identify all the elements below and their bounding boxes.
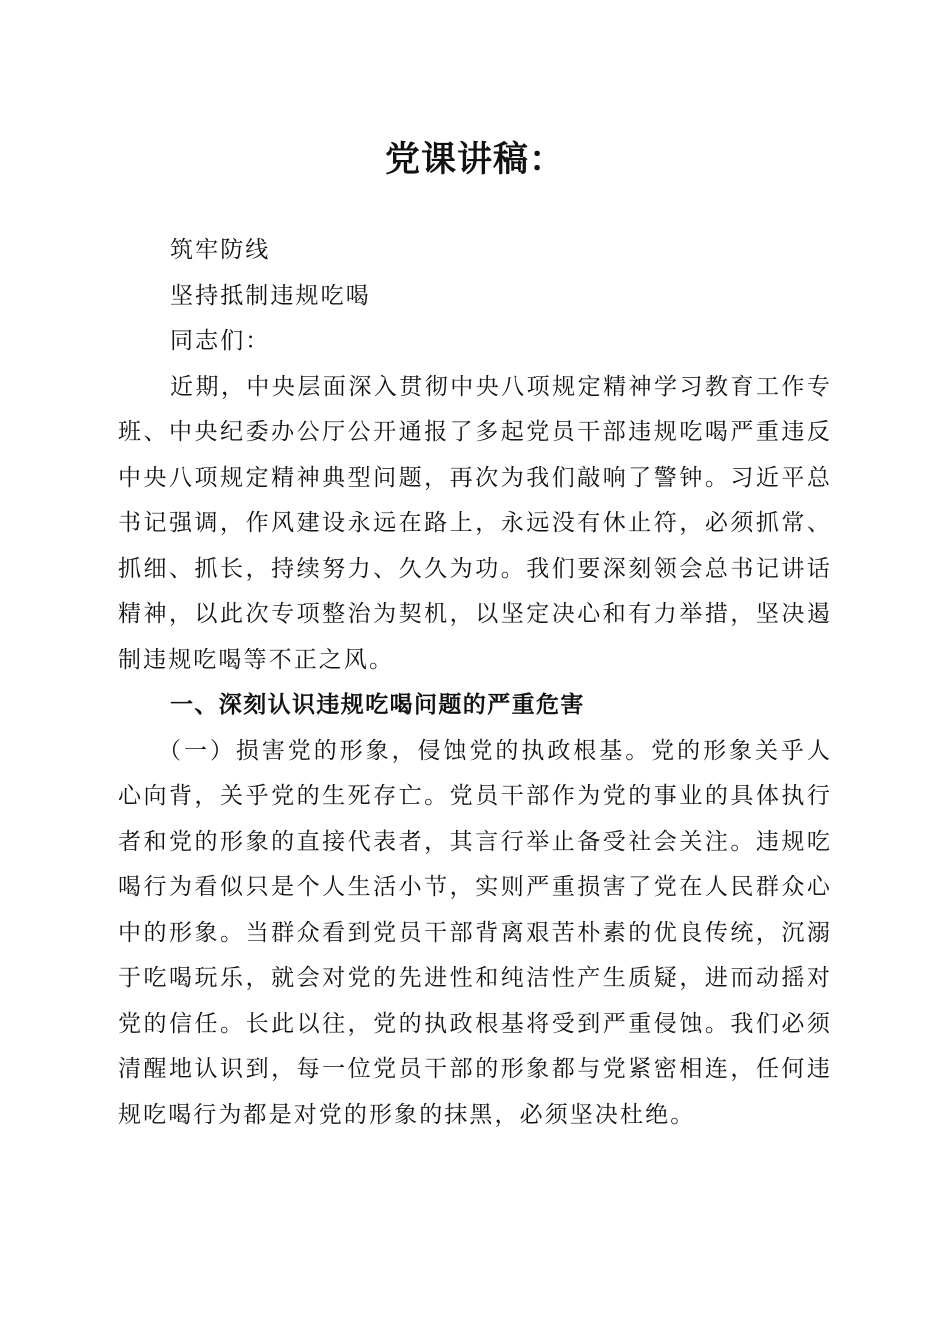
subtitle-line-2: 坚持抵制违规吃喝 — [170, 282, 371, 309]
section-1-heading: 一、深刻认识违规吃喝问题的严重危害 — [170, 692, 585, 718]
document-body — [118, 228, 832, 1138]
section-1-paragraph-1: （一）损害党的形象，侵蚀党的执政根基。党的形象关乎人心向背，关乎党的生死存亡。党员干部作为党的事业的具体执行者和党的形象的直接代表者，其言行举止备受社会关注。违规吃喝行为看似只是个人生活小节，实则严重损害了党在人民群众心中的形象。当群众看到党员干部背离艰苦朴素的优良传统，沉溺于吃喝玩乐，就会对党的先进性和纯洁性产生质疑，进而动摇对党的信任。长此以往，党的执政根基将受到严重侵蚀。我们必须清醒地认识到，每一位党员干部的形象都与党紧密相连，任何违规吃喝行为都是对党的形象的抹黑，必须坚决杜绝。 — [118, 737, 832, 1128]
salutation: 同志们： — [170, 328, 271, 354]
intro-paragraph: 近期，中央层面深入贯彻中央八项规定精神学习教育工作专班、中央纪委办公厅公开通报了多起党员干部违规吃喝严重违反中央八项规定精神典型问题，再次为我们敲响了警钟。习近平总书记强调，作风建设永远在路上，永远没有休止符，必须抓常、抓细、抓长，持续努力、久久为功。我们要深刻领会总书记讲话精神，以此次专项整治为契机，以坚定决心和有力举措，坚决遏制违规吃喝等不正之风。 — [118, 373, 832, 673]
subtitle-line-1: 筑牢防线 — [170, 237, 271, 263]
page-title: 党课讲稿： — [384, 139, 565, 180]
